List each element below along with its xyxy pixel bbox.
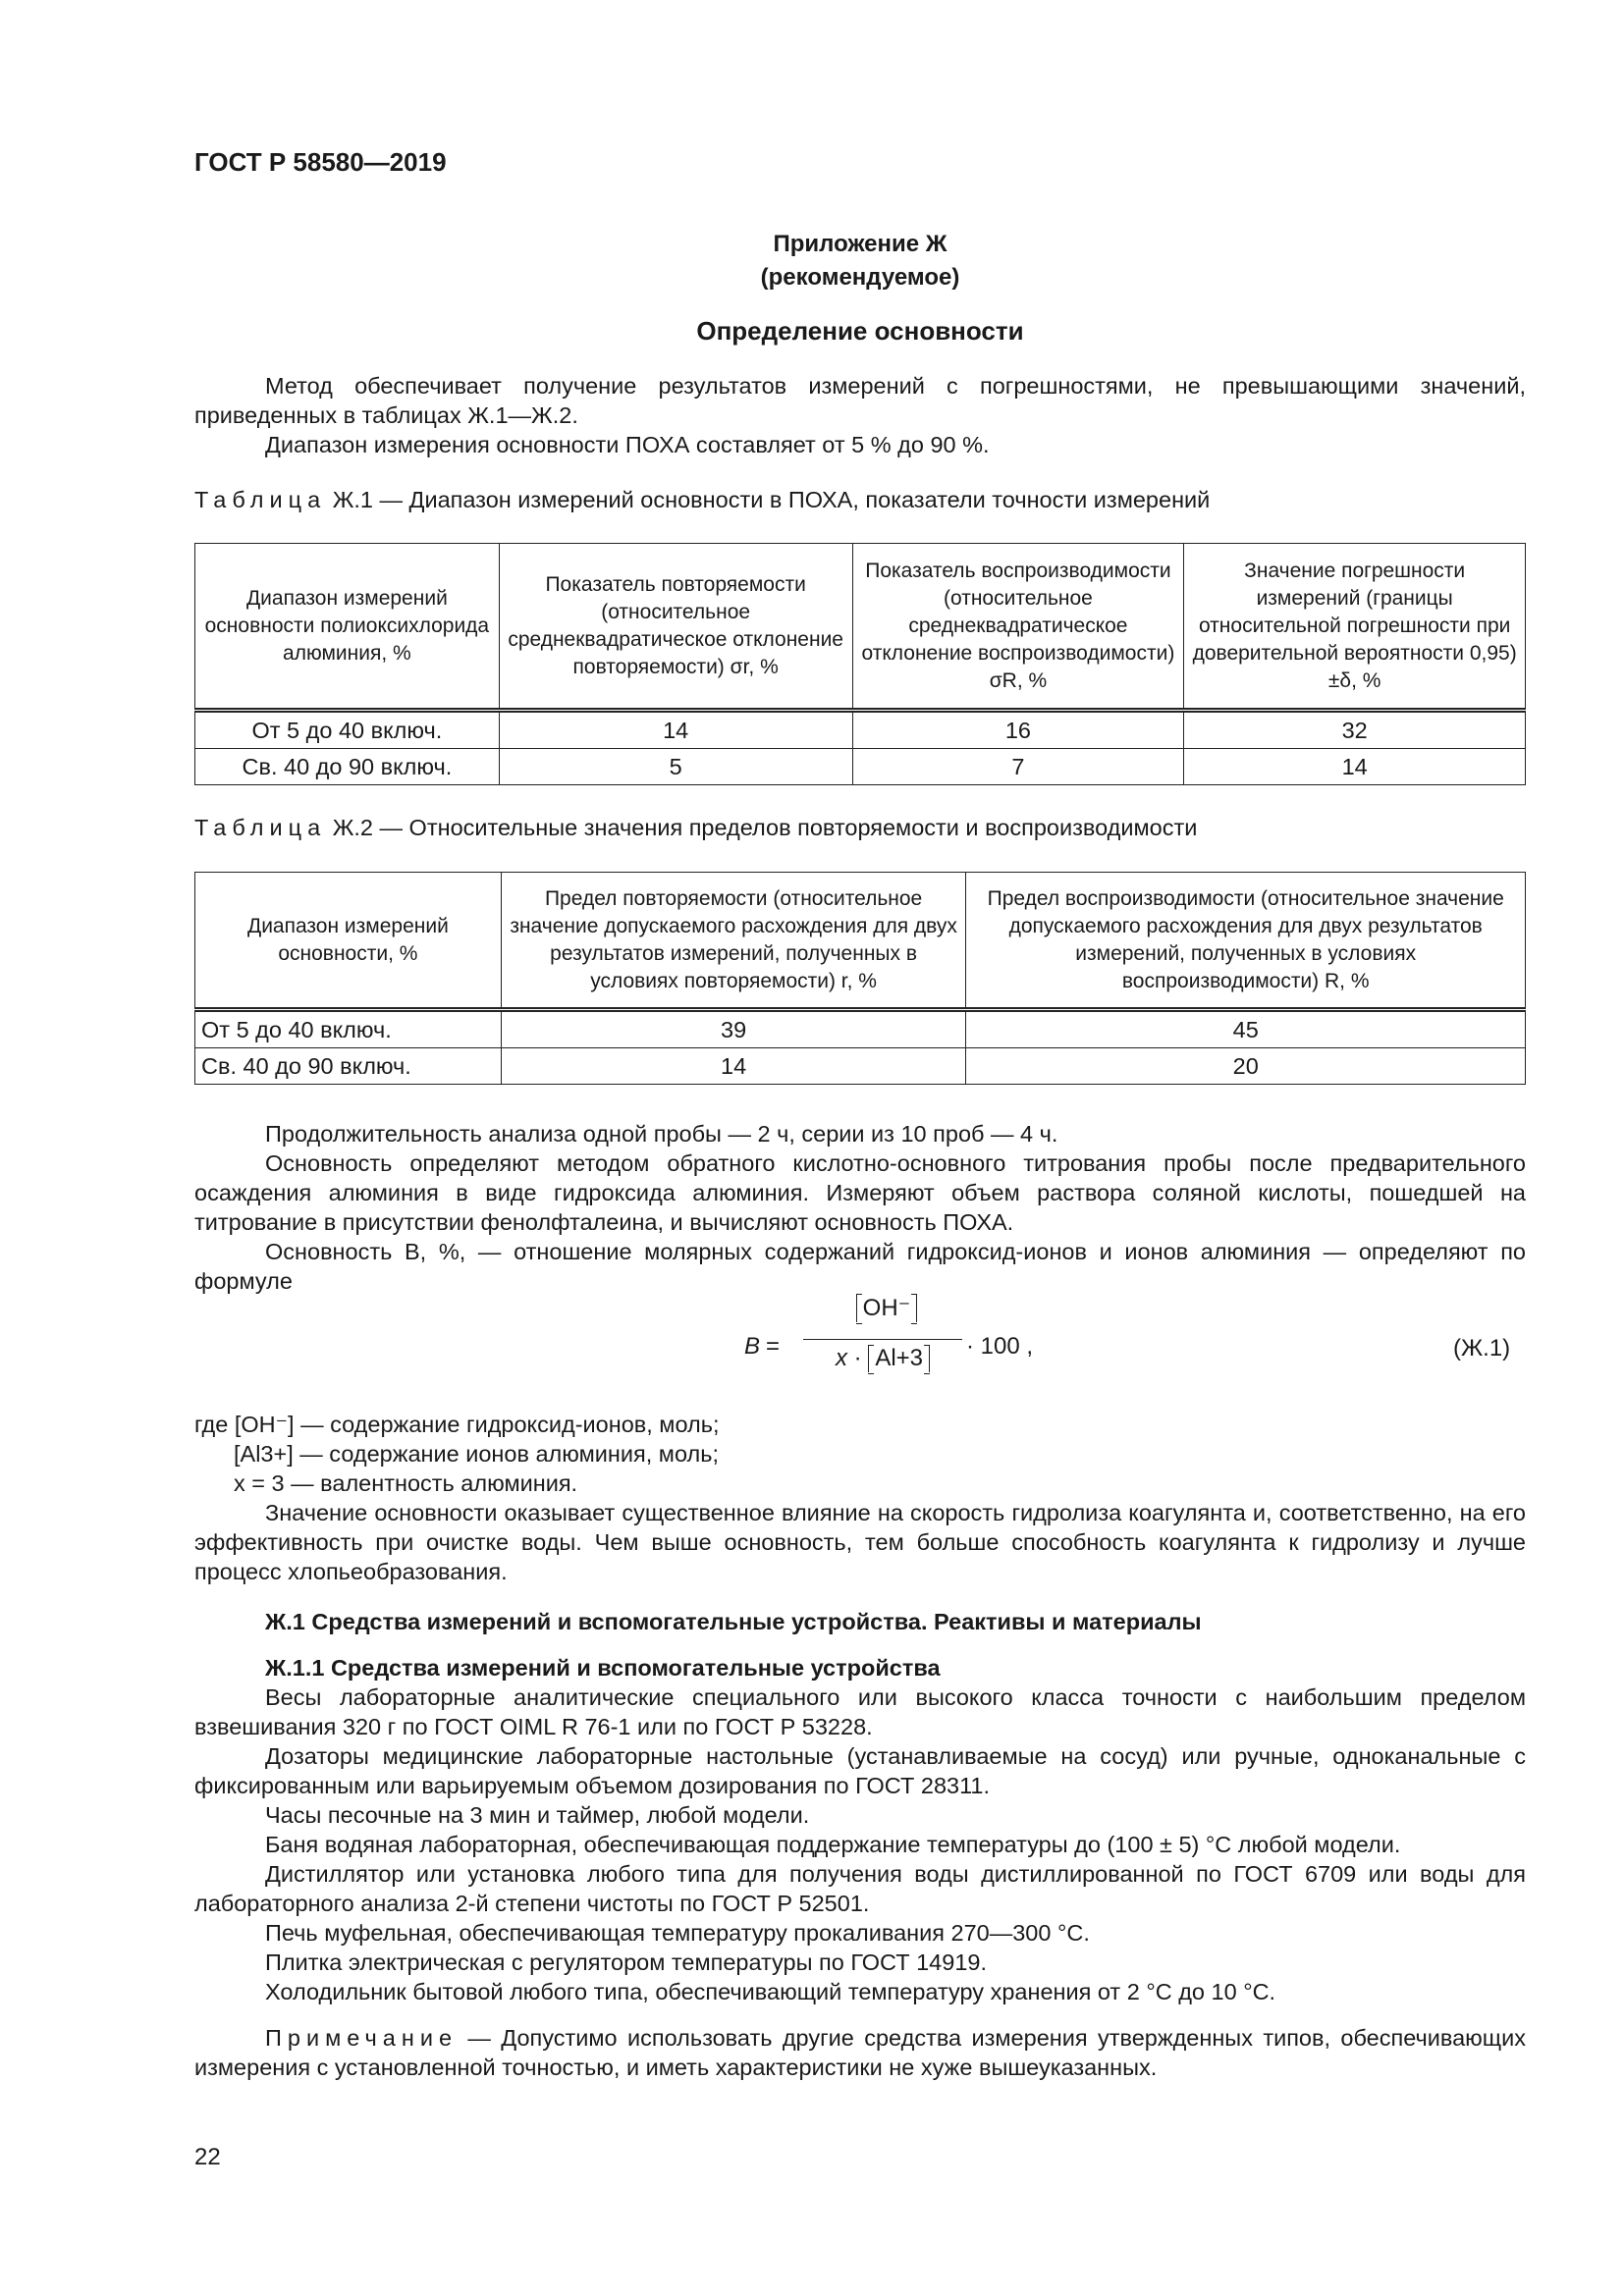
table-cell: 39: [501, 1010, 966, 1048]
document-page: [194, 0, 1526, 2296]
formula-denominator-bracket: Al+3: [868, 1345, 930, 1372]
table-cell: 14: [499, 711, 852, 749]
formula-lhs: B: [744, 1333, 761, 1360]
table-row: [195, 749, 1526, 785]
table-row: [195, 711, 1526, 749]
list-item: Весы лабораторные аналитические специального или высокого класса точности с наибольшим пределом взвешивания 320 г по ГОСТ OIML R 76-1 или по ГОСТ Р 53228.: [194, 1684, 1526, 1739]
appendix-heading: [194, 228, 1526, 294]
table-row: [195, 1048, 1526, 1085]
intro-text: [194, 371, 1526, 459]
table1-header-reproducibility: Показатель воспроизводимости (относительное среднеквадратическое отклонение воспроизводимости) σR, %: [852, 544, 1184, 711]
table-cell: 14: [1184, 749, 1526, 785]
table-1: [194, 543, 1526, 785]
list-item: Плитка электрическая с регулятором температуры по ГОСТ 14919.: [265, 1949, 987, 1975]
formula-intro-paragraph: Основность B, %, — отношение молярных содержаний гидроксид-ионов и ионов алюминия — определяют по формуле: [194, 1239, 1526, 1294]
table-cell: Св. 40 до 90 включ.: [195, 1048, 502, 1085]
where-block: [194, 1410, 1526, 1586]
formula-denominator-x: x: [835, 1345, 847, 1371]
table-cell: 45: [966, 1010, 1526, 1048]
where-line-2: [Al3+] — содержание ионов алюминия, моль;: [234, 1441, 719, 1467]
table1-caption: [194, 487, 1526, 513]
section-j1: [194, 1607, 1526, 2082]
note-word: Примечание: [265, 2025, 459, 2051]
table1-header-error: Значение погрешности измерений (границы относительной погрешности при доверительной вероятности 0,95) ±δ, %: [1184, 544, 1526, 711]
table-cell: 20: [966, 1048, 1526, 1085]
method-text: [194, 1119, 1526, 1296]
formula-j1: [744, 1294, 1157, 1402]
fraction-bar: [803, 1339, 962, 1340]
formula-numerator-bracket: OH⁻: [856, 1294, 918, 1322]
intro-paragraph-2: Диапазон измерения основности ПОХА составляет от 5 % до 90 %.: [265, 432, 990, 457]
table2-caption-text: Ж.2 — Относительные значения пределов повторяемости и воспроизводимости: [332, 815, 1198, 840]
table-cell: 16: [852, 711, 1184, 749]
table1-caption-word: Таблица: [194, 487, 327, 512]
note-text: — Допустимо использовать другие средства измерения утвержденных типов, обеспечивающих измерения с установленной точностью, и иметь характеристики не хуже вышеуказанных.: [194, 2025, 1526, 2080]
table1-header-repeatability: Показатель повторяемости (относительное среднеквадратическое отклонение повторяемости) σr, %: [499, 544, 852, 711]
intro-paragraph-1: Метод обеспечивает получение результатов измерений с погрешностями, не превышающими значений, приведенных в таблицах Ж.1—Ж.2.: [194, 373, 1526, 428]
section-title: Определение основности: [696, 316, 1024, 346]
section-j1-1-title: Ж.1.1 Средства измерений и вспомогательные устройства: [265, 1655, 941, 1681]
table-cell: 14: [501, 1048, 966, 1085]
where-line-1: где [OH⁻] — содержание гидроксид-ионов, моль;: [194, 1412, 720, 1437]
table-cell: 5: [499, 749, 852, 785]
page-number: 22: [194, 2144, 221, 2170]
formula-denominator: x · Al+3: [803, 1345, 962, 1372]
formula-equals: =: [766, 1333, 781, 1360]
table-cell: 32: [1184, 711, 1526, 749]
where-line-3: x = 3 — валентность алюминия.: [234, 1470, 578, 1496]
duration-paragraph: Продолжительность анализа одной пробы — 2 ч, серии из 10 проб — 4 ч.: [265, 1121, 1058, 1147]
formula-multiplier-value: 100 ,: [980, 1333, 1034, 1360]
table2-caption: [194, 815, 1526, 841]
note: [194, 2023, 1526, 2082]
table1-header-range: Диапазон измерений основности полиоксихлорида алюминия, %: [195, 544, 500, 711]
table-cell: Св. 40 до 90 включ.: [195, 749, 500, 785]
table-cell: От 5 до 40 включ.: [195, 1010, 502, 1048]
table2-header-row: [195, 873, 1526, 1010]
method-paragraph: Основность определяют методом обратного кислотно-основного титрования пробы после предварительного осаждения алюминия в виде гидроксида алюминия. Измеряют объем раствора соляной кислоты, пошедшей на титрование в присутствии фенолфталеина, и вычисляют основность ПОХА.: [194, 1150, 1526, 1235]
table-cell: От 5 до 40 включ.: [195, 711, 500, 749]
appendix-title: Приложение Ж: [773, 231, 947, 257]
list-item: Дозаторы медицинские лабораторные настольные (устанавливаемые на сосуд) или ручные, одноканальные с фиксированным или варьируемым объемом дозирования по ГОСТ 28311.: [194, 1743, 1526, 1798]
list-item: Печь муфельная, обеспечивающая температуру прокаливания 270—300 °С.: [265, 1920, 1090, 1946]
section-j1-title: Ж.1 Средства измерений и вспомогательные устройства. Реактивы и материалы: [265, 1609, 1202, 1634]
formula-multiplier: · 100 ,: [966, 1333, 1034, 1360]
table2-header-repeatability-limit: Предел повторяемости (относительное значение допускаемого расхождения для двух результатов измерений, полученных в условиях повторяемости) r, %: [501, 873, 966, 1010]
table1-header-row: [195, 544, 1526, 711]
list-item: Холодильник бытовой любого типа, обеспечивающий температуру хранения от 2 °С до 10 °С.: [265, 1979, 1276, 2004]
appendix-status: (рекомендуемое): [760, 264, 960, 291]
table1-caption-text: Ж.1 — Диапазон измерений основности в ПОХА, показатели точности измерений: [332, 487, 1211, 512]
table2-caption-word: Таблица: [194, 815, 327, 840]
list-item: Дистиллятор или установка любого типа для получения воды дистиллированной по ГОСТ 6709 или воды для лабораторного анализа 2-й степени чистоты по ГОСТ Р 52501.: [194, 1861, 1526, 1916]
list-item: Часы песочные на 3 мин и таймер, любой модели.: [265, 1802, 810, 1828]
table-row: [195, 1010, 1526, 1048]
table2-header-reproducibility-limit: Предел воспроизводимости (относительное значение допускаемого расхождения для двух результатов измерений, полученных в условиях воспроизводимости) R, %: [966, 873, 1526, 1010]
table-2: [194, 872, 1526, 1085]
formula-numerator: [823, 1294, 950, 1322]
table2-header-range: Диапазон измерений основности, %: [195, 873, 502, 1010]
equation-number: (Ж.1): [1453, 1335, 1511, 1362]
list-item: Баня водяная лабораторная, обеспечивающая поддержание температуры до (100 ± 5) °С любой модели.: [265, 1832, 1401, 1857]
document-code: ГОСТ Р 58580—2019: [194, 147, 447, 177]
significance-paragraph: Значение основности оказывает существенное влияние на скорость гидролиза коагулянта и, соответственно, на его эффективность при очистке воды. Чем выше основность, тем больше способность коагулянта к гидролизу и лучше процесс хлопьеобразования.: [194, 1500, 1526, 1584]
table-cell: 7: [852, 749, 1184, 785]
